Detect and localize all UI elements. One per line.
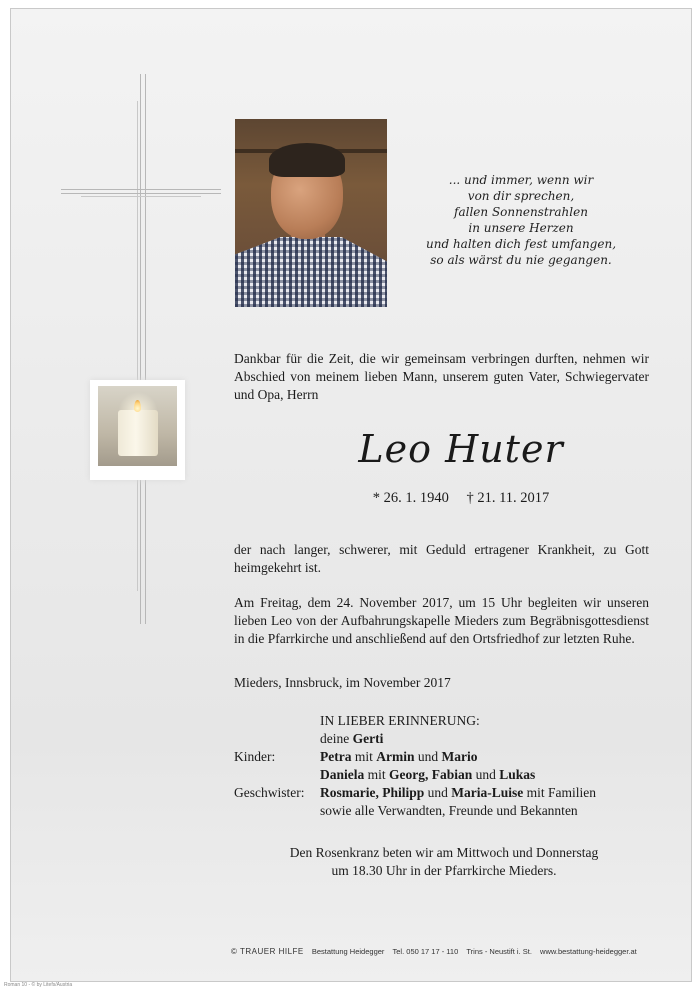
quote-line: fallen Sonnenstrahlen — [454, 205, 588, 219]
illness-paragraph: der nach langer, schwerer, mit Geduld ertragener Krankheit, zu Gott heimgekehrt ist. — [234, 542, 649, 575]
wife-name: Gerti — [352, 731, 384, 746]
place-date: Mieders, Innsbruck, im November 2017 — [234, 675, 451, 690]
candle-icon — [118, 410, 158, 456]
funeral-paragraph: Am Freitag, dem 24. November 2017, um 15 Uhr begleiten wir unseren lieben Leo von der Aufbahrungskapelle Mieders zum Begräbnisgottesdienst in die Pfarrkirche und anschließend auf den Ortsfriedhof zur letzten Ruhe. — [234, 595, 649, 646]
birth-date: * 26. 1. 1940 — [372, 490, 449, 506]
mourners-list: IN LIEBER ERINNERUNG: deine Gerti Kinder: Petra mit Armin und Mario Daniela mit Georg, Fabian und Lukas Geschwister: Rosmarie, Philipp und Maria-Luise mit Familien sowie alle Verwandten, Freunde und Bekannten — [234, 713, 597, 818]
cross-horizontal-beam — [61, 189, 221, 194]
kid-line: Petra mit Armin und Mario — [320, 749, 478, 764]
small-print: Roman 10 - © by Litefs/Austria — [4, 982, 73, 988]
phone-number: Tel. 050 17 17 - 110 — [392, 947, 459, 956]
siblings-label: Geschwister: — [234, 785, 305, 800]
kids-label: Kinder: — [234, 749, 276, 764]
location: Trins - Neustift i. St. — [466, 947, 532, 956]
rosary-notice: Den Rosenkranz beten wir am Mittwoch und Donnerstag um 18.30 Uhr in der Pfarrkirche Mieders. — [289, 845, 599, 878]
deceased-name: Leo Huter — [358, 427, 564, 471]
siblings-line: Rosmarie, Philipp und Maria-Luise mit Familien — [320, 785, 597, 800]
website-link[interactable]: www.bestattung-heidegger.at — [540, 947, 637, 956]
company-name: Bestattung Heidegger — [311, 947, 385, 956]
quote-line: so als wärst du nie gegangen. — [430, 253, 612, 267]
intro-text: Dankbar für die Zeit, die wir gemeinsam verbringen durften, nehmen wir Abschied von meinem lieben Mann, unserem guten Vater, Schwiegervater und Opa, Herrn — [234, 351, 649, 402]
relatives-line: sowie alle Verwandten, Freunde und Bekannten — [320, 803, 578, 818]
life-dates — [311, 490, 611, 507]
death-date: † 21. 11. 2017 — [466, 490, 550, 506]
cross-vertical-line — [137, 101, 138, 591]
obituary-sheet — [10, 8, 692, 982]
brand-logo: © TRAUER HILFE — [231, 947, 304, 956]
memorial-quote — [411, 172, 631, 268]
quote-line: in unsere Herzen — [468, 221, 574, 235]
kid-line: Daniela mit Georg, Fabian und Lukas — [320, 767, 536, 782]
quote-line: von dir sprechen, — [467, 189, 575, 203]
candle-image — [90, 380, 185, 480]
flame-icon — [134, 400, 141, 412]
quote-line: und halten dich fest umfangen, — [425, 237, 617, 251]
footer — [231, 947, 691, 956]
cross-vertical-beam — [140, 74, 146, 624]
portrait-photo — [235, 119, 387, 307]
cross-horizontal-line — [81, 196, 201, 197]
memory-heading: IN LIEBER ERINNERUNG: — [320, 713, 480, 728]
quote-line: ... und immer, wenn wir — [448, 173, 594, 187]
